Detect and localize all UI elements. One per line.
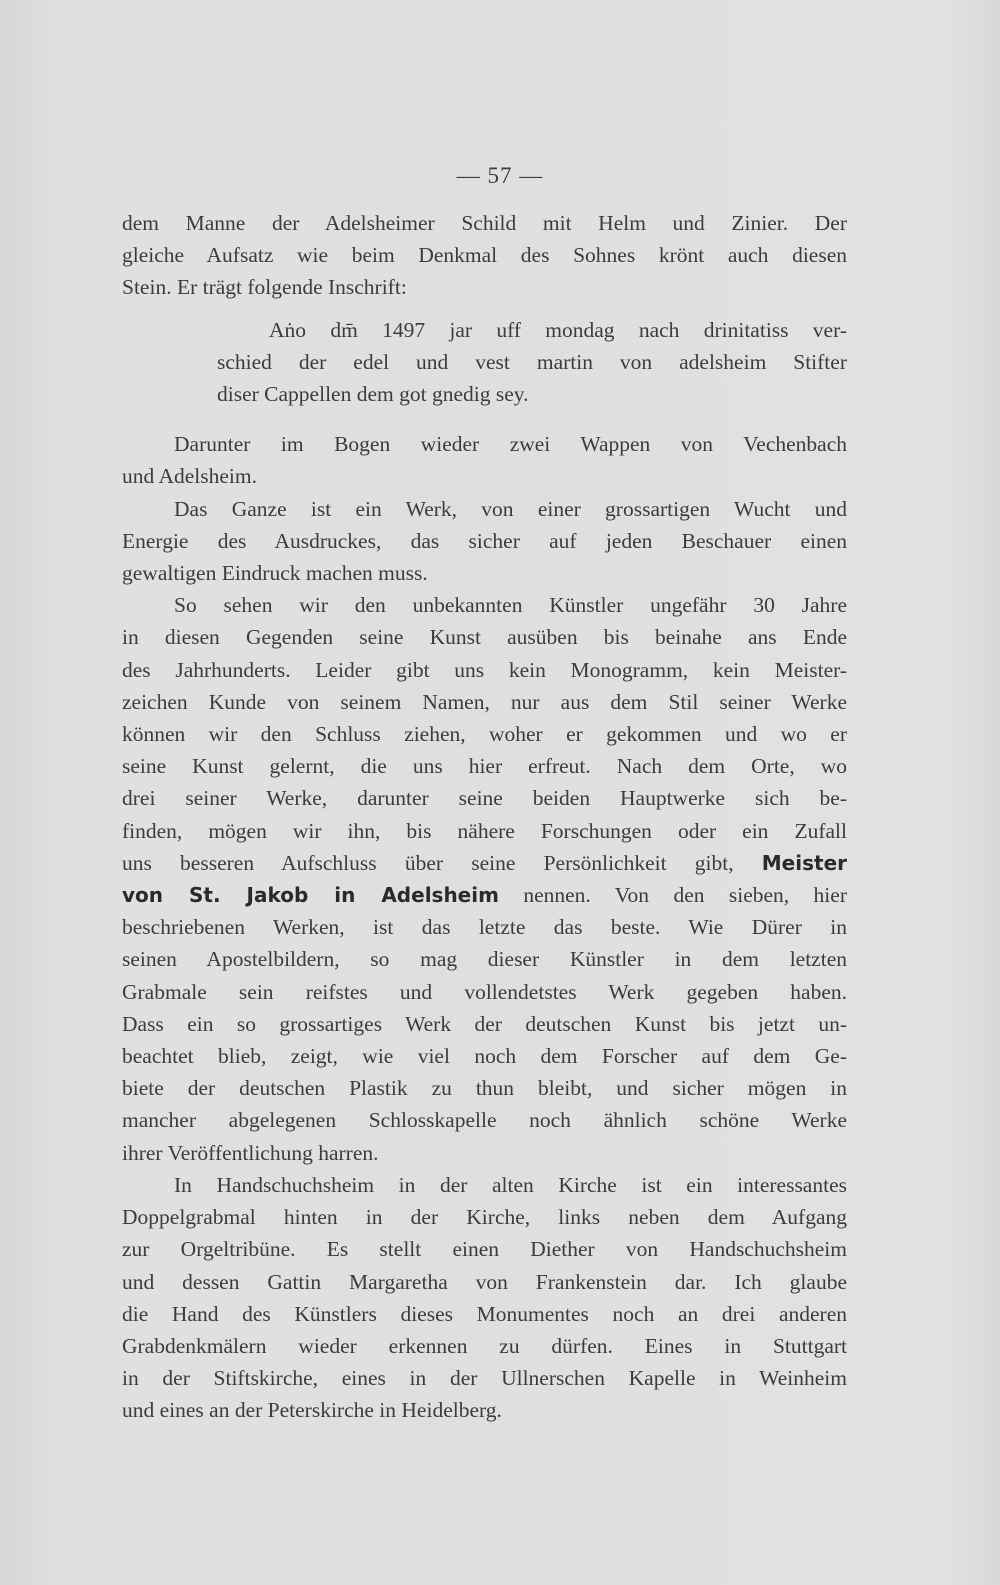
bold-master-name-part-2: von St. Jakob in Adelsheim [122, 883, 499, 908]
text-line: des Jahrhunderts. Leider gibt uns kein Monogramm, kein Meister- [122, 657, 847, 682]
text-line: Grabmale sein reifstes und vollendetstes Werk gegeben haben. [122, 979, 847, 1004]
text-line: seinen Apostelbildern, so mag dieser Künstler in dem letzten [122, 947, 847, 972]
text-line: Darunter im Bogen wieder zwei Wappen von Vechenbach [174, 432, 847, 457]
text-line: in der Stiftskirche, eines in der Ullnerschen Kapelle in Weinheim [122, 1366, 847, 1391]
text-line-with-bold [122, 847, 847, 879]
paragraph-5 [122, 1169, 847, 1427]
text-line: dem Manne der Adelsheimer Schild mit Helm und Zinier. Der [122, 211, 847, 235]
text-line: Grabdenkmälern wieder erkennen zu dürfen. Eines in Stuttgart [122, 1333, 847, 1358]
text-line: und eines an der Peterskirche in Heidelberg. [122, 1398, 502, 1423]
text-line: Stein. Er trägt folgende Inschrift: [122, 275, 407, 300]
text-line: finden, mögen wir ihn, bis nähere Forschungen oder ein Zufall [122, 818, 847, 843]
paragraph-4 [122, 589, 847, 1169]
text-line: schied der edel und vest martin von adelsheim Stifter [217, 349, 847, 374]
paragraph-3 [122, 493, 847, 590]
text-line: In Handschuchsheim in der alten Kirche ist ein interessantes [174, 1172, 847, 1197]
page-number: — 57 — [456, 163, 544, 188]
inscription-quote [122, 314, 847, 411]
text-line: Energie des Ausdruckes, das sicher auf jeden Beschauer einen [122, 528, 847, 553]
text-line: gleiche Aufsatz wie beim Denkmal des Sohnes krönt auch diesen [122, 243, 847, 268]
paragraph-2 [122, 428, 847, 492]
text-line: mancher abgelegenen Schlosskapelle noch ähnlich schöne Werke [122, 1108, 847, 1133]
text-line: die Hand des Künstlers dieses Monumentes noch an drei anderen [122, 1301, 847, 1326]
text-segment: nennen. Von den sieben, hier [498, 883, 847, 908]
text-line: in diesen Gegenden seine Kunst ausüben bis beinahe ans Ende [122, 625, 847, 650]
text-line: Aṅo dm̄ 1497 jar uff mondag nach drinitatiss ver- [269, 317, 847, 342]
paragraph-1 [122, 207, 847, 304]
text-line: ihrer Veröffentlichung harren. [122, 1140, 379, 1165]
text-line: diser Cappellen dem got gnedig sey. [217, 382, 529, 407]
text-line: beachtet blieb, zeigt, wie viel noch dem Forscher auf dem Ge- [122, 1044, 847, 1069]
text-line: Das Ganze ist ein Werk, von einer grossartigen Wucht und [174, 496, 847, 521]
text-line: können wir den Schluss ziehen, woher er gekommen und wo er [122, 722, 847, 747]
bold-master-name-part-1: Meister [761, 850, 847, 875]
text-line: Dass ein so grossartiges Werk der deutschen Kunst bis jetzt un- [122, 1011, 847, 1036]
text-line: und dessen Gattin Margaretha von Frankenstein dar. Ich glaube [122, 1269, 847, 1294]
text-line: und Adelsheim. [122, 464, 257, 489]
text-line: zur Orgeltribüne. Es stellt einen Diether von Handschuchsheim [122, 1237, 847, 1262]
text-line: beschriebenen Werken, ist das letzte das beste. Wie Dürer in [122, 915, 847, 940]
text-line: biete der deutschen Plastik zu thun bleibt, und sicher mögen in [122, 1076, 847, 1101]
text-line: seine Kunst gelernt, die uns hier erfreut. Nach dem Orte, wo [122, 754, 847, 779]
body-text [122, 207, 847, 1427]
text-segment: uns besseren Aufschluss über seine Persönlichkeit gibt, [122, 850, 734, 875]
text-line: gewaltigen Eindruck machen muss. [122, 561, 428, 586]
text-line: Doppelgrabmal hinten in der Kirche, links neben dem Aufgang [122, 1205, 847, 1230]
text-line-with-bold [122, 879, 847, 911]
text-line: drei seiner Werke, darunter seine beiden Hauptwerke sich be- [122, 786, 847, 811]
text-line: zeichen Kunde von seinem Namen, nur aus dem Stil seiner Werke [122, 689, 847, 714]
text-line: So sehen wir den unbekannten Künstler ungefähr 30 Jahre [174, 593, 847, 618]
